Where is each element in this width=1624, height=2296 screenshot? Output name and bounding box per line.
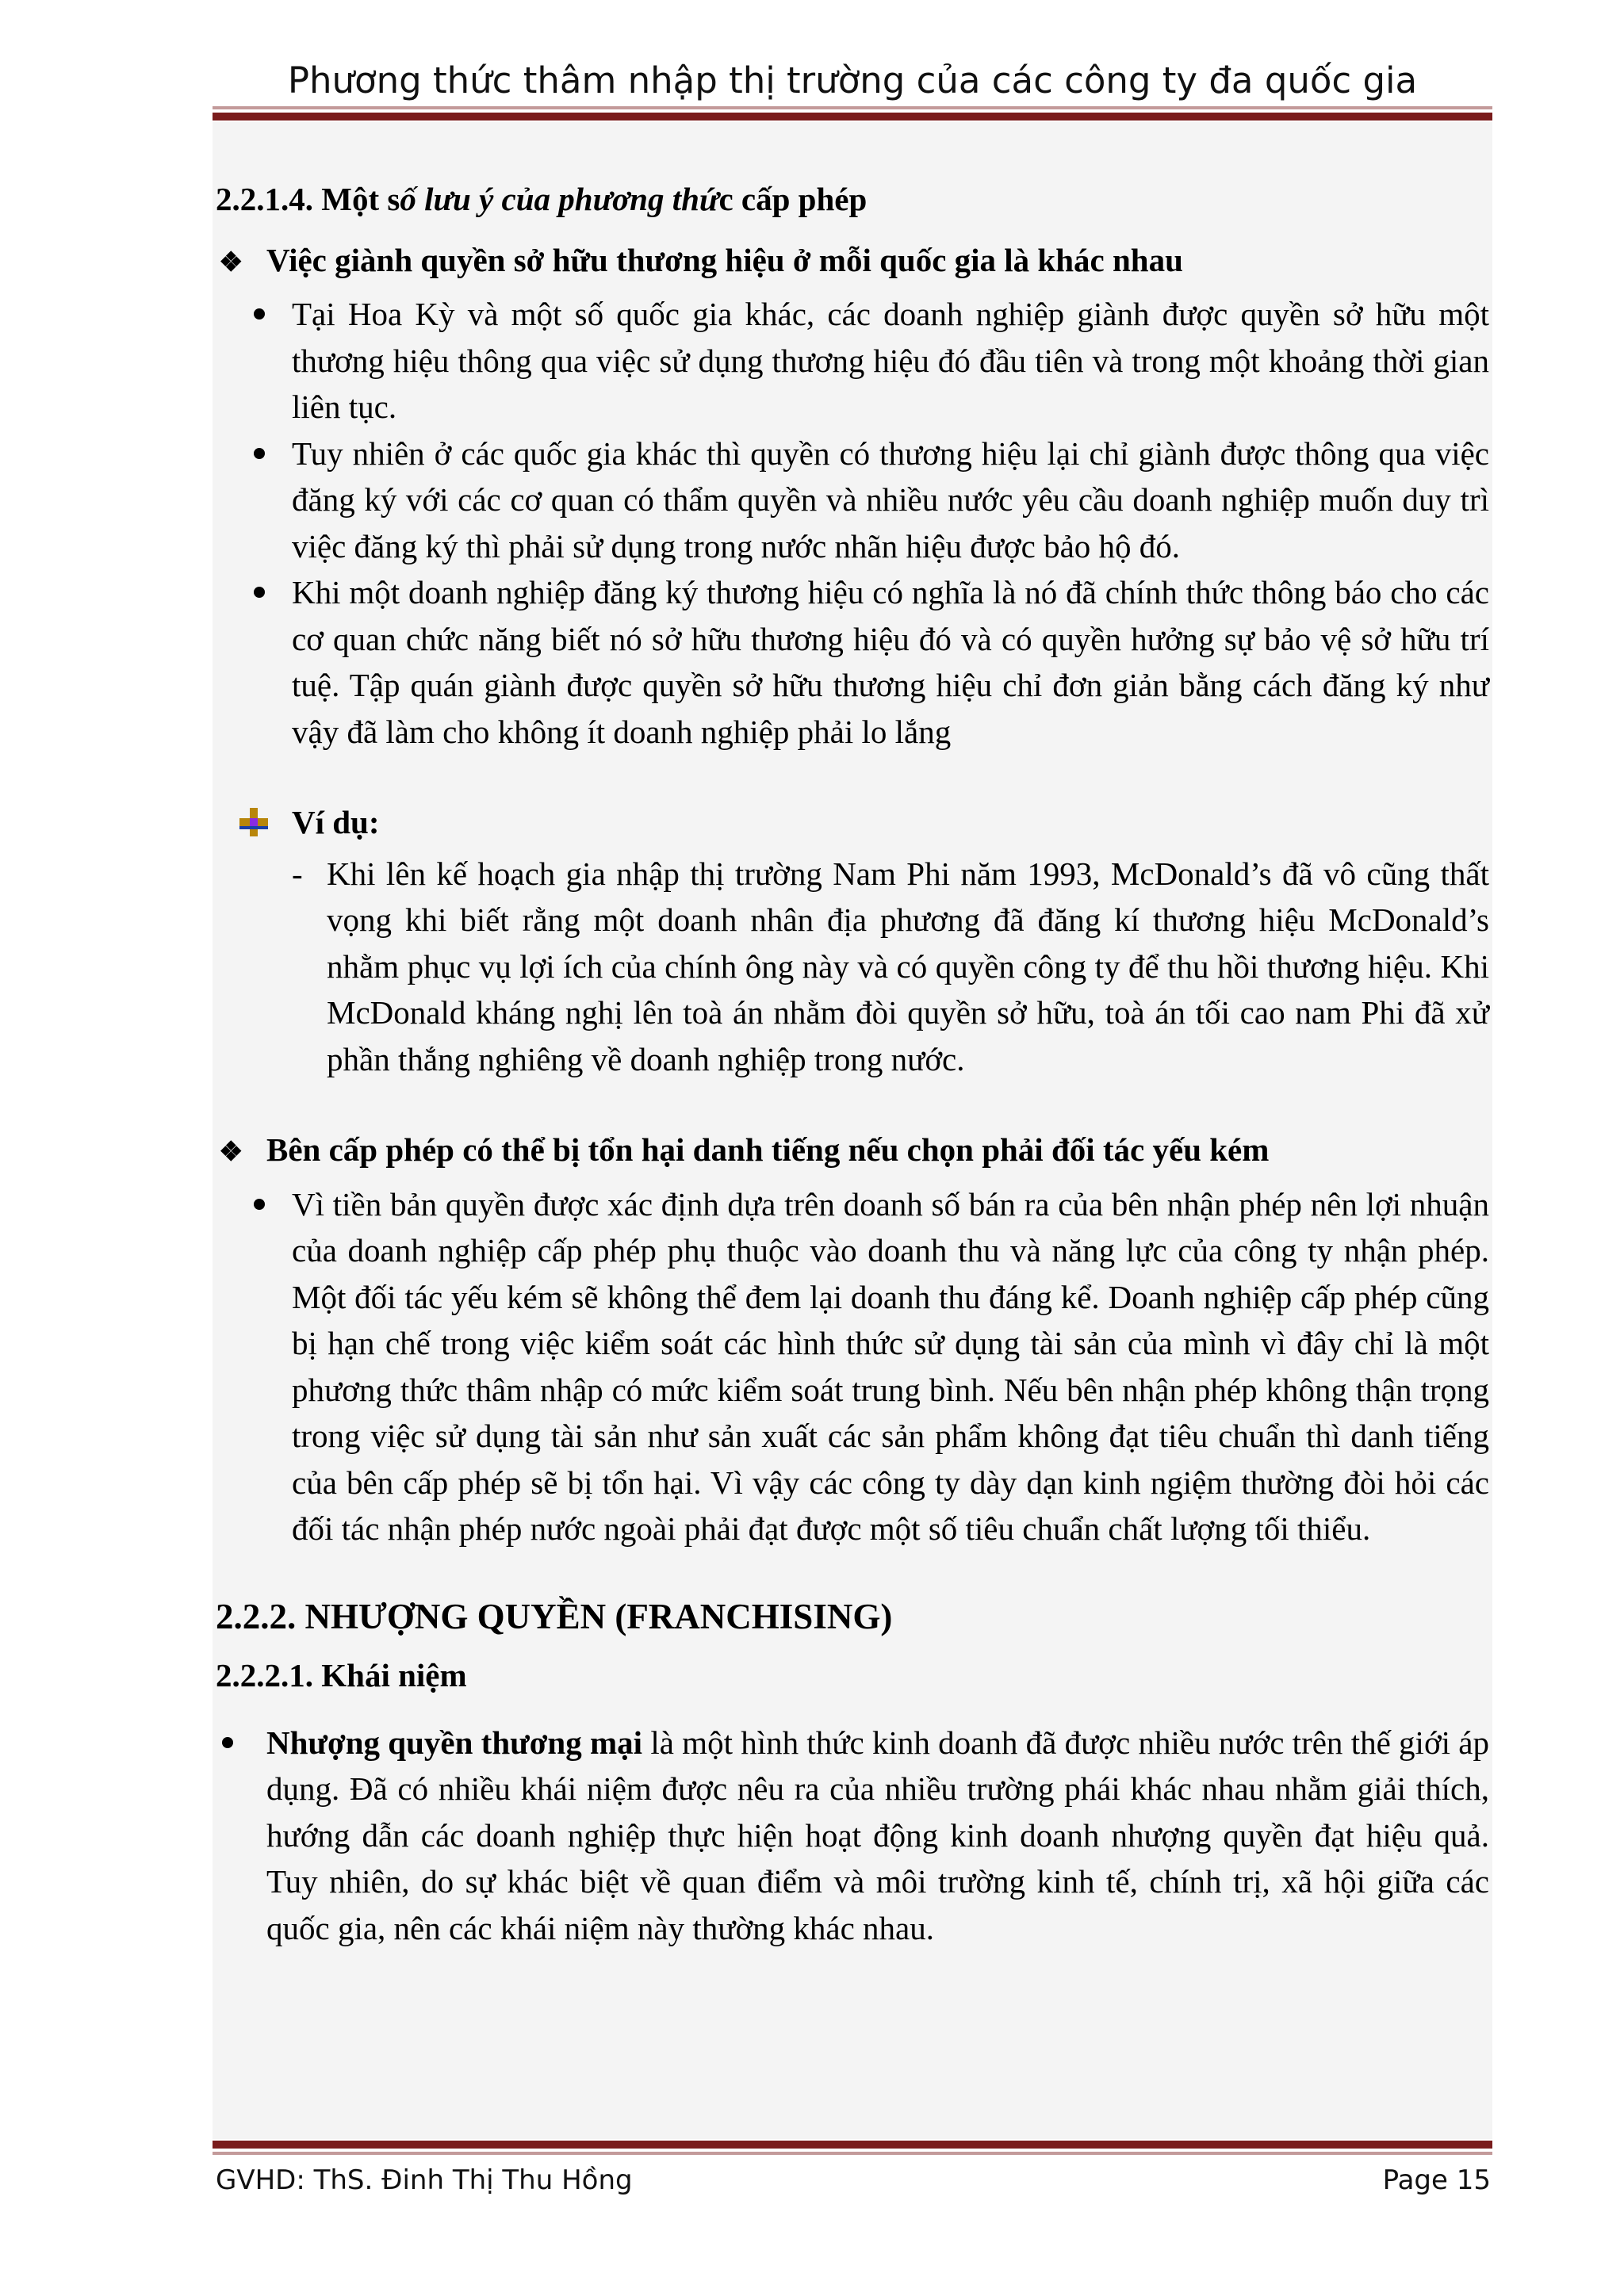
example-heading: Ví dụ: [216,799,1489,846]
header-rule [213,106,1492,121]
point-heading-reputation: ❖ Bên cấp phép có thể bị tổn hại danh tiếng nếu chọn phải đối tác yếu kém [216,1127,1489,1177]
section-heading-222: 2.2.2. NHƯỢNG QUYỀN (FRANCHISING) [216,1596,893,1636]
trademark-bullet-list [216,291,1489,755]
bullet-dot-icon [254,1199,265,1210]
list-item: Nhượng quyền thương mại là một hình thức kinh doanh đã được nhiều nước trên thế giới áp dụng. Đã có nhiều khái niệm được nêu ra của nhiều trường phái khác nhau nhằm giải thích, hướng dẫn các doanh nghiệp thực hiện hoạt động kinh doanh nhượng quyền đạt hiệu quả. Tuy nhiên, do sự khác biệt về quan điểm và môi trường kinh tế, chính trị, xã hội giữa các quốc gia, nên các khái niệm này thường khác nhau. [216,1720,1489,1952]
list-item: Tuy nhiên ở các quốc gia khác thì quyền có thương hiệu lại chỉ giành được thông qua việc đăng ký với các cơ quan có thẩm quyền và nhiều nước yêu cầu doanh nghiệp muốn duy trì việc đăng ký thì phải sử dụng trong nước nhãn hiệu được bảo hộ đó. [216,430,1489,570]
bullet-dot-icon [254,448,265,459]
section-heading-2214: 2.2.1.4. Một số lưu ý của phương thức cấp phép [216,181,868,217]
diamond-bullet-icon: ❖ [219,1138,243,1167]
page-header-title: Phương thức thâm nhập thị trường của các công ty đa quốc gia [287,59,1418,101]
section-heading-2221: 2.2.2.1. Khái niệm [216,1657,467,1693]
bullet-dot-icon [222,1737,233,1748]
bullet-dot-icon [254,308,265,320]
diamond-bullet-icon: ❖ [219,247,243,277]
footer-rule [213,2141,1492,2155]
footer-instructor: GVHD: ThS. Đinh Thị Thu Hồng [216,2164,633,2196]
franchising-bullet-list [216,1720,1489,1952]
reputation-bullet-list [216,1181,1489,1552]
bullet-dot-icon [254,587,265,598]
example-list [216,851,1489,1083]
dash-bullet: - [292,855,303,892]
list-item: Khi một doanh nghiệp đăng ký thương hiệu có nghĩa là nó đã chính thức thông báo cho các cơ quan chức năng biết nó sở hữu thương hiệu đó và có quyền hưởng sự bảo vệ sở hữu trí tuệ. Tập quán giành được quyền sở hữu thương hiệu chỉ đơn giản bằng cách đăng ký như vậy đã làm cho không ít doanh nghiệp phải lo lắng [216,569,1489,755]
page-content [216,176,1489,1951]
list-item: Vì tiền bản quyền được xác định dựa trên doanh số bán ra của bên nhận phép nên lợi nhuận của doanh nghiệp cấp phép phụ thuộc vào doanh thu và năng lực của công ty nhận phép. Một đối tác yếu kém sẽ không thể đem lại doanh thu đáng kể. Doanh nghiệp cấp phép cũng bị hạn chế trong việc kiểm soát các hình thức sử dụng tài sản của mình vì đây chỉ là một phương thức thâm nhập có mức kiểm soát trung bình. Nếu bên nhận phép không thận trọng trong việc sử dụng tài sản như sản xuất các sản phẩm không đạt tiêu chuẩn thì danh tiếng của bên cấp phép sẽ bị tổn hại. Vì vậy các công ty dày dạn kinh ngiệm thường đòi hỏi các đối tác nhận phép nước ngoài phải đạt được một số tiêu chuẩn chất lượng tối thiểu. [216,1181,1489,1552]
list-item: Tại Hoa Kỳ và một số quốc gia khác, các doanh nghiệp giành được quyền sở hữu một thương hiệu thông qua việc sử dụng thương hiệu đó đầu tiên và trong một khoảng thời gian liên tục. [216,291,1489,430]
list-item: - Khi lên kế hoạch gia nhập thị trường Nam Phi năm 1993, McDonald’s đã vô cũng thất vọng khi biết rằng một doanh nhân địa phương đã đăng kí thương hiệu McDonald’s nhằm phục vụ lợi ích của chính ông này và có quyền công ty để thu hồi thương hiệu. Khi McDonald kháng nghị lên toà án nhằm đòi quyền sở hữu, toà án tối cao nam Phi đã xử phần thắng nghiêng về doanh nghiệp trong nước. [216,851,1489,1083]
point-heading-trademark: ❖ Việc giành quyền sở hữu thương hiệu ở mỗi quốc gia là khác nhau [216,237,1489,287]
plus-bullet-icon [239,808,268,836]
page-number: Page 15 [1382,2164,1491,2196]
